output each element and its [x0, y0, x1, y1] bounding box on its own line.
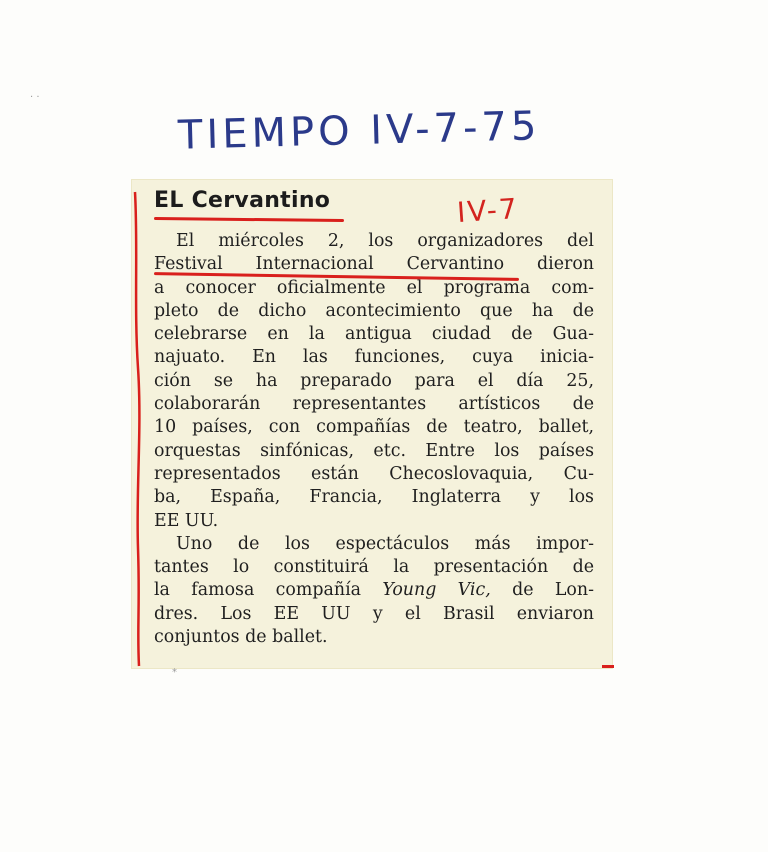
- text-line: ba, España, Francia, Inglaterra y los: [154, 487, 594, 508]
- article-body: [154, 230, 594, 649]
- text-line: conjuntos de ballet.: [154, 627, 328, 648]
- handwritten-date-mark: IV-7: [455, 191, 520, 230]
- text-line: najuato. En las funciones, cuya inicia-: [154, 347, 594, 368]
- dust-speck: ⁎: [172, 664, 177, 675]
- newspaper-clipping: [132, 180, 612, 668]
- text-line: [154, 579, 594, 602]
- headline-red-underline: [154, 217, 344, 222]
- company-name: Young Vic,: [382, 580, 491, 601]
- handwritten-source-note: TIEMPO IV-7-75: [177, 103, 541, 159]
- text-line: celebrarse en la antigua ciudad de Gua-: [154, 324, 594, 345]
- text-line: Uno de los espectáculos más impor-: [176, 533, 594, 554]
- text-line: orquestas sinfónicas, etc. Entre los países: [154, 440, 594, 461]
- text-line: dres. Los EE UU y el Brasil enviaron: [154, 603, 594, 624]
- paragraph-1: [154, 230, 594, 533]
- text-line: Festival Internacional Cervantino dieron: [154, 254, 594, 275]
- text-line: tantes lo constituirá la presentación de: [154, 557, 594, 578]
- paragraph-2: [154, 533, 594, 649]
- headline: EL Cervantino: [154, 188, 331, 213]
- text-line: ción se ha preparado para el día 25,: [154, 370, 594, 391]
- text-line: a conocer oficialmente el programa com-: [154, 277, 594, 298]
- text-line: representados están Checoslovaquia, Cu-: [154, 463, 594, 484]
- red-margin-mark: [132, 188, 146, 668]
- text-line: pleto de dicho acontecimiento que ha de: [154, 300, 594, 321]
- text-segment: de Lon-: [512, 580, 594, 601]
- text-line: EE UU.: [154, 510, 219, 531]
- text-segment: la famosa compañía: [154, 580, 362, 601]
- text-line: El miércoles 2, los organizadores del: [176, 231, 594, 251]
- text-line: 10 países, con compañías de teatro, ballet,: [154, 417, 594, 438]
- dust-speck: · ·: [30, 92, 40, 103]
- red-corner-mark: [602, 665, 614, 668]
- text-line: colaborarán representantes artísticos de: [154, 394, 594, 415]
